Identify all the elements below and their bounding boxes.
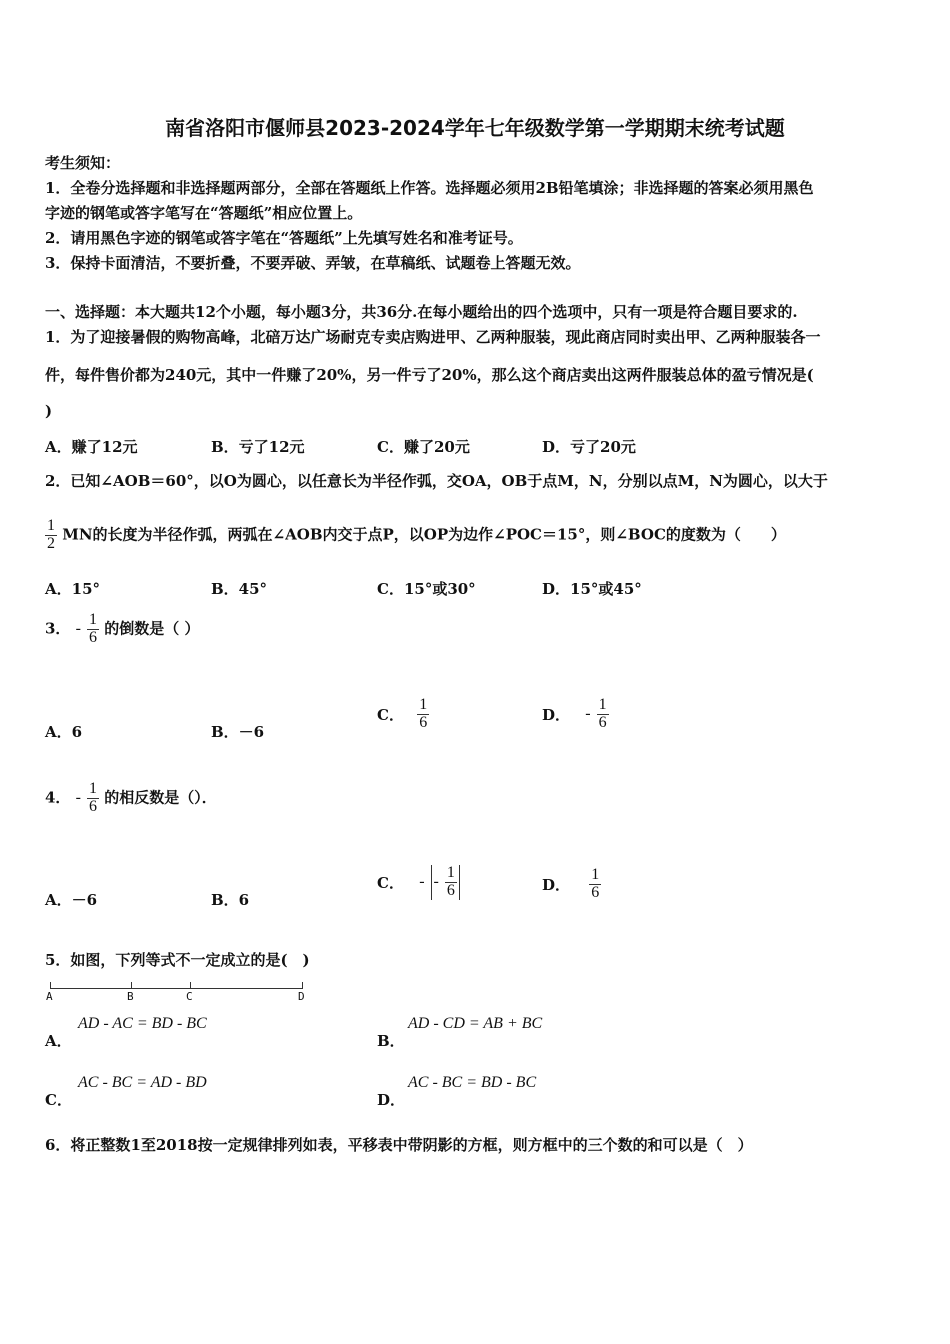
- q4-option-d: [542, 867, 601, 902]
- q3-option-d-minus: -: [585, 705, 591, 723]
- q5-segment-line: [50, 988, 302, 989]
- q3-option-d-fraction: [597, 697, 609, 732]
- q5-tick-b: [131, 982, 132, 989]
- q5-tick-a: [50, 982, 51, 989]
- q3-minus: -: [75, 620, 81, 638]
- q4-stem: [45, 781, 217, 816]
- q4-number: 4．: [45, 788, 71, 807]
- q5-point-a-label: A: [46, 990, 53, 1003]
- q4-option-b: B．6: [211, 891, 250, 909]
- q3-text: 的倒数是（ ）: [104, 619, 200, 638]
- page-title: 南省洛阳市偃师县2023-2024学年七年级数学第一学期期末统考试题: [165, 116, 785, 140]
- q2-line-2-text: MN的长度为半径作弧，两弧在∠AOB内交于点P，以OP为边作∠POC＝15°，则∠BOC的度数为（ ）: [62, 525, 786, 544]
- q3-option-c-label: C．: [377, 705, 404, 724]
- q5-option-c-expression: AC - BC = AD - BD: [78, 1074, 207, 1091]
- q2-frac-den: 2: [47, 534, 55, 552]
- q4-frac-den: 6: [89, 797, 97, 815]
- q5-point-b-label: B: [127, 990, 134, 1003]
- q1-option-a: A．赚了12元: [45, 438, 138, 456]
- q2-frac-num: 1: [47, 517, 55, 534]
- q4-option-c-inner-minus: -: [433, 873, 439, 891]
- q5-tick-d: [302, 982, 303, 989]
- q4-option-d-num: 1: [591, 866, 600, 883]
- q1-option-b: B．亏了12元: [211, 438, 305, 456]
- section-heading: 一、选择题：本大题共12个小题，每小题3分，共36分.在每小题给出的四个选项中，只有一项是符合题目要求的.: [45, 303, 798, 321]
- q5-option-a-label: A．: [45, 1032, 72, 1050]
- q1-option-c: C．赚了20元: [377, 438, 470, 456]
- q1-line-1: 1．为了迎接暑假的购物高峰，北碚万达广场耐克专卖店购进甲、乙两种服装，现此商店同时卖出甲、乙两种服装各一: [45, 328, 821, 346]
- q5-segment-diagram: [45, 978, 310, 1008]
- q5-option-c-label: C．: [45, 1091, 72, 1109]
- notice-item-2: 2．请用黑色字迹的钢笔或答字笔在“答题纸”上先填写姓名和准考证号。: [45, 229, 523, 247]
- q3-option-d-den: 6: [598, 713, 607, 731]
- q3-option-b: B．－6: [211, 723, 265, 741]
- q1-option-d: D．亏了20元: [542, 438, 636, 456]
- q2-option-d: D．15°或45°: [542, 580, 642, 598]
- q4-option-d-fraction: [589, 867, 601, 902]
- q2-option-a: A．15°: [45, 580, 101, 598]
- q3-stem: [45, 612, 199, 647]
- q3-option-c-num: 1: [419, 696, 428, 713]
- q3-option-a: A．6: [45, 723, 83, 741]
- q5-option-b-label: B．: [377, 1032, 405, 1050]
- q4-frac-num: 1: [89, 780, 97, 797]
- q3-frac-den: 6: [89, 628, 97, 646]
- q4-option-d-label: D．: [542, 875, 571, 894]
- q5-point-d-label: D: [298, 990, 305, 1003]
- q1-line-3: ): [45, 402, 53, 420]
- q4-minus: -: [75, 789, 81, 807]
- q5-option-d-expression: AC - BC = BD - BC: [408, 1074, 537, 1091]
- q4-text: 的相反数是（）．: [104, 788, 217, 807]
- q4-option-c: [377, 865, 460, 900]
- q3-option-d-label: D．: [542, 705, 571, 724]
- notice-item-1a: 1．全卷分选择题和非选择题两部分，全部在答题纸上作答。选择题必须用2B铅笔填涂；非选择题的答案必须用黑色: [45, 179, 814, 197]
- notice-heading: 考生须知：: [45, 154, 121, 172]
- notice-item-1b: 字迹的钢笔或答字笔写在“答题纸”相应位置上。: [45, 204, 363, 222]
- notice-item-3: 3．保持卡面清洁，不要折叠，不要弄破、弄皱，在草稿纸、试题卷上答题无效。: [45, 254, 581, 272]
- q4-option-c-outer-minus: -: [419, 873, 425, 891]
- q4-option-c-absolute-value: [431, 865, 460, 900]
- q1-line-2: 件，每件售价都为240元，其中一件赚了20%，另一件亏了20%，那么这个商店卖出这两件服装总体的盈亏情况是(: [45, 366, 814, 384]
- q4-option-d-den: 6: [591, 883, 600, 901]
- q5-stem: 5．如图，下列等式不一定成立的是( ): [45, 951, 310, 969]
- q4-option-c-label: C．: [377, 873, 404, 892]
- q6-stem: 6．将正整数1至2018按一定规律排列如表，平移表中带阴影的方框，则方框中的三个数的和可以是（ ）: [45, 1136, 753, 1154]
- q3-frac-num: 1: [89, 611, 97, 628]
- q5-tick-c: [190, 982, 191, 989]
- q5-option-a-expression: AD - AC = BD - BC: [78, 1015, 207, 1032]
- q3-option-c-den: 6: [419, 713, 428, 731]
- q3-option-d: [542, 697, 609, 732]
- q4-fraction: [87, 781, 99, 816]
- q4-option-c-num: 1: [446, 864, 455, 881]
- q5-option-b-expression: AD - CD = AB + BC: [408, 1015, 543, 1032]
- q3-fraction: [87, 612, 99, 647]
- q5-point-c-label: C: [186, 990, 193, 1003]
- q4-option-c-fraction: [445, 865, 457, 900]
- q2-line-1: 2．已知∠AOB＝60°，以O为圆心，以任意长为半径作弧，交OA，OB于点M，N，分别以点M，N为圆心，以大于: [45, 472, 828, 490]
- q2-option-b: B．45°: [211, 580, 268, 598]
- q5-option-d-label: D．: [377, 1091, 406, 1109]
- q2-option-c: C．15°或30°: [377, 580, 476, 598]
- q3-number: 3．: [45, 619, 71, 638]
- q4-option-c-den: 6: [446, 881, 455, 899]
- q3-option-c: [377, 697, 429, 732]
- q3-option-c-fraction: [417, 697, 429, 732]
- q2-line-2: [45, 518, 786, 553]
- q3-option-d-num: 1: [598, 696, 607, 713]
- q4-option-a: A．－6: [45, 891, 98, 909]
- q2-fraction: [45, 518, 57, 553]
